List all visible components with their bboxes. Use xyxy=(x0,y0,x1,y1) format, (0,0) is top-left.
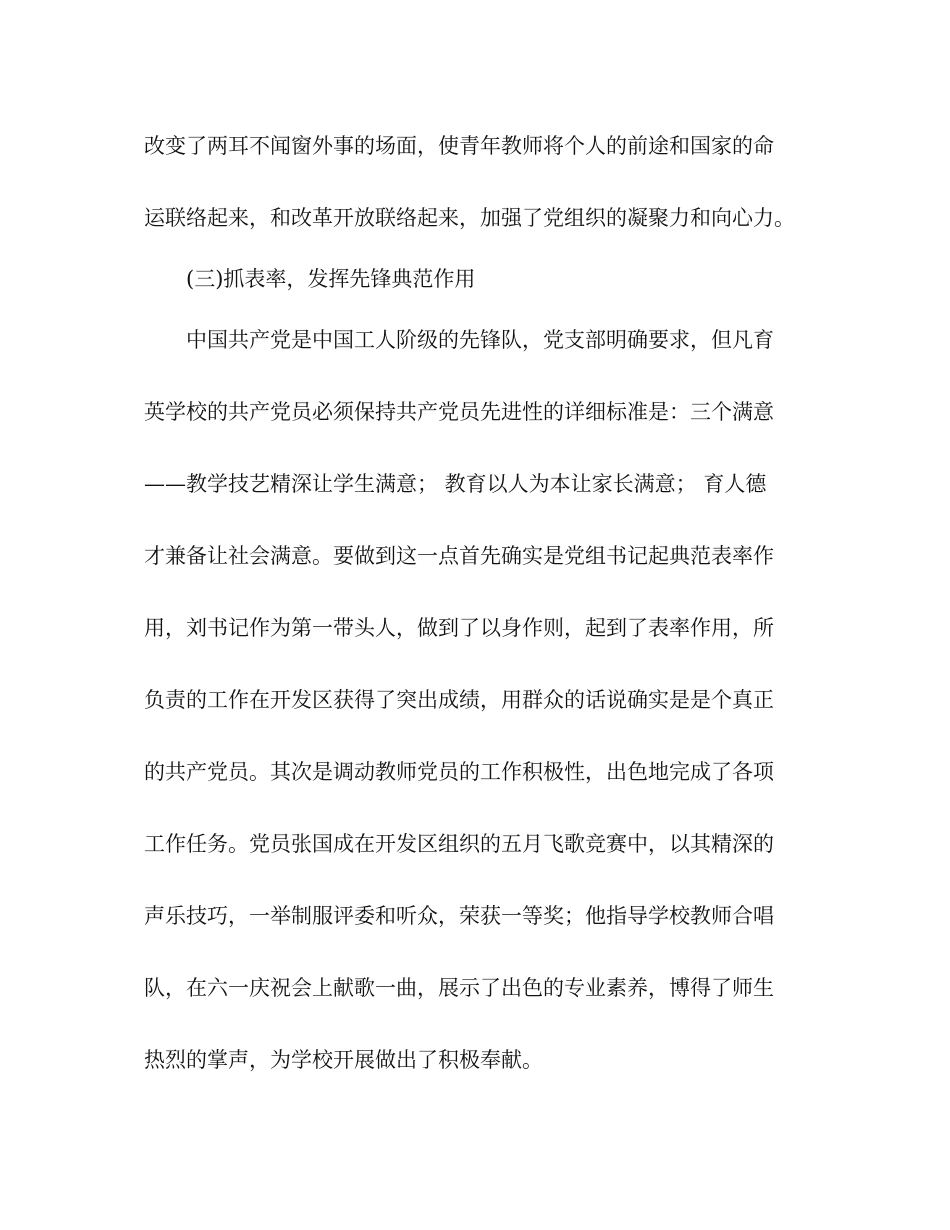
paragraph-line: 中国共产党是中国工人阶级的先锋队，党支部明确要求，但凡育 xyxy=(186,328,774,352)
paragraph-line: 才兼备让社会满意。要做到这一点首先确实是党组书记起典范表率作 xyxy=(144,544,774,568)
paragraph-line: 英学校的共产党员必须保持共产党员先进性的详细标准是：三个满意 xyxy=(144,400,774,424)
paragraph-line: 负责的工作在开发区获得了突出成绩，用群众的话说确实是是个真正 xyxy=(144,688,774,712)
paragraph-line: 热烈的掌声，为学校开展做出了积极奉献。 xyxy=(144,1048,543,1072)
paragraph-line: 声乐技巧，一举制服评委和听众，荣获一等奖；他指导学校教师合唱 xyxy=(144,904,774,928)
paragraph-line: 的共产党员。其次是调动教师党员的工作积极性，出色地完成了各项 xyxy=(144,760,774,784)
paragraph-line: 运联络起来，和改革开放联络起来，加强了党组织的凝聚力和向心力。 xyxy=(144,206,795,230)
paragraph-line: 工作任务。党员张国成在开发区组织的五月飞歌竞赛中，以其精深的 xyxy=(144,832,774,856)
paragraph-line: 队，在六一庆祝会上献歌一曲，展示了出色的专业素养，博得了师生 xyxy=(144,976,774,1000)
paragraph-line: 改变了两耳不闻窗外事的场面，使青年教师将个人的前途和国家的命 xyxy=(144,134,774,158)
paragraph-line: 用，刘书记作为第一带头人，做到了以身作则，起到了表率作用，所 xyxy=(144,616,774,640)
paragraph-line: ——教学技艺精深让学生满意； 教育以人为本让家长满意； 育人德 xyxy=(144,472,767,496)
section-heading: (三)抓表率，发挥先锋典范作用 xyxy=(186,267,476,291)
